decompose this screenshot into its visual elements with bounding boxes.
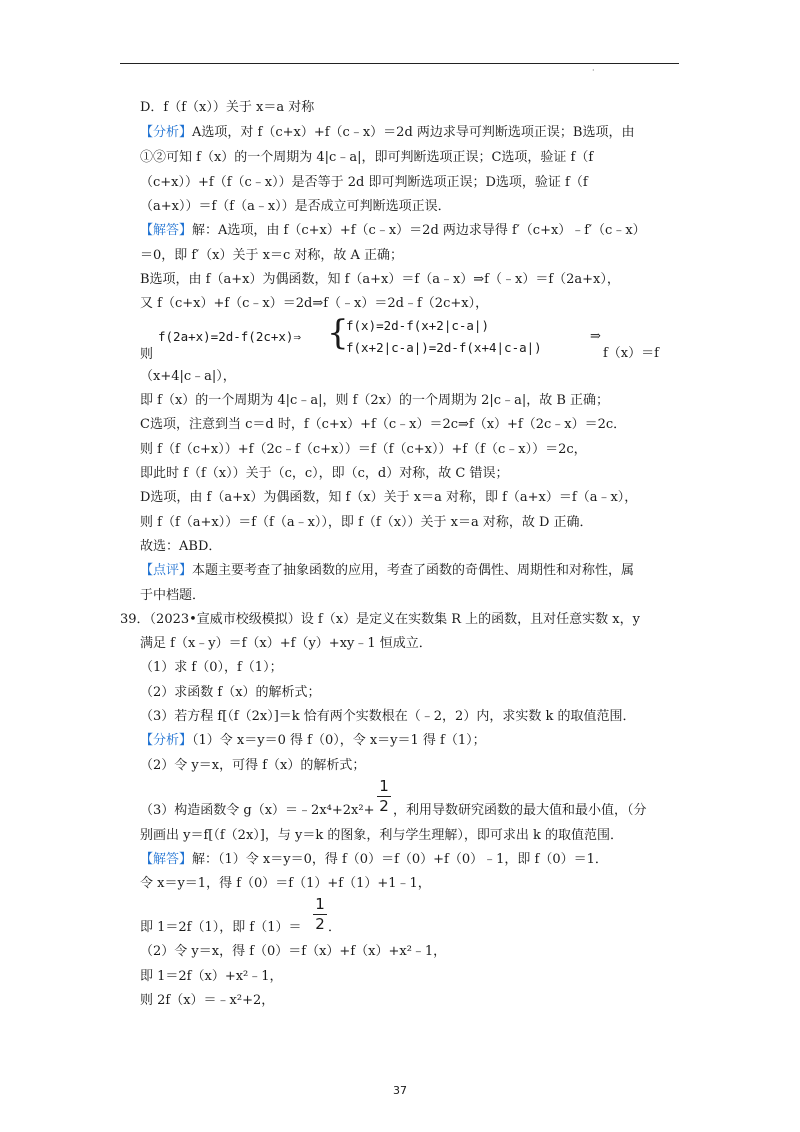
- comment-tag: 【点评】: [140, 563, 193, 578]
- then-label: 则: [140, 347, 154, 362]
- solution-line-5: （x+4|c﹣a|），: [140, 369, 236, 384]
- solution2-line-3b: ．: [328, 920, 342, 935]
- problem-39-line-1: 39．（2023•宣威市校级模拟）设 f（x）是定义在实数集 R 上的函数，且对任意实数 x，y: [120, 612, 640, 627]
- solution2-line-6: 则 2f（x）＝﹣x²+2，: [140, 993, 275, 1008]
- solution-line-7: C选项，注意到当 c＝d 时，f（c+x）+f（c﹣x）＝2c⇒f（x）+f（2c﹣x）＝2c．: [140, 417, 627, 432]
- solution-line-8: 则 f（f（c+x））+f（2c﹣f（c+x））＝f（f（c+x））+f（f（c﹣x））＝2c，: [140, 442, 587, 457]
- header-mark: ·: [592, 66, 595, 75]
- problem-39-part-2: （2）求函数 f（x）的解析式；: [140, 685, 321, 700]
- solution-line-10: D选项，由 f（a+x）为偶函数，知 f（x）关于 x＝a 对称，即 f（a+x）＝f（a﹣x），: [140, 490, 638, 505]
- solution-line-4: 又 f（c+x）+f（c﹣x）＝2d⇒f（﹣x）＝2d﹣f（2c+x），: [140, 296, 489, 311]
- solution2-line-2: 令 x＝y＝1，得 f（0）＝f（1）+f（1）+1﹣1，: [140, 876, 431, 891]
- solution2-line-5: 即 1＝2f（x）+x²﹣1，: [140, 969, 283, 984]
- comment-line-2: 于中档题．: [140, 588, 206, 603]
- analysis2-line-4: 别画出 y＝f[（f（2x）]，与 y＝k 的图象，利与学生理解），即可求出 k 的取值范围．: [140, 828, 623, 843]
- analysis2-line-2: （2）令 y＝x，可得 f（x）的解析式；: [140, 758, 366, 773]
- solution2-tag: 【解答】: [140, 852, 193, 867]
- system-lhs: f(2a+x)=2d-f(2c+x)⇒: [158, 329, 301, 344]
- solution2-line-3a: 即 1＝2f（1），即 f（1）＝: [140, 920, 302, 935]
- analysis2-line-3a: （3）构造函数令 g（x）＝﹣2x⁴+2x²+: [140, 803, 375, 818]
- problem-39-part-3: （3）若方程 f[（f（2x）]＝k 恰有两个实数根在（﹣2，2）内，求实数 k 的取值范围．: [140, 709, 636, 724]
- answer-line: 故选：ABD．: [140, 539, 222, 554]
- system-eq-1: f(x)=2d-f(x+2|c-a|): [346, 318, 489, 333]
- analysis-line-1: 【分析】A选项，对 f（c+x）+f（c﹣x）＝2d 两边求导可判断选项正误；B选项，由: [140, 125, 635, 140]
- solution-line-11: 则 f（f（a+x））＝f（f（a﹣x）），即 f（f（x））关于 x＝a 对称，故 D 正确．: [140, 515, 593, 530]
- analysis2-line-1: 【分析】（1）令 x＝y＝0 得 f（0），令 x＝y＝1 得 f（1）；: [140, 733, 486, 748]
- solution2-line-1: 【解答】解：（1）令 x＝y＝0，得 f（0）＝f（0）+f（0）﹣1，即 f（0）＝1．: [140, 852, 608, 867]
- solution2-line-4: （2）令 y＝x，得 f（0）＝f（x）+f（x）+x²﹣1，: [140, 944, 447, 959]
- analysis2-tag: 【分析】: [140, 733, 193, 748]
- solution-line-2: ＝0，即 f′（x）关于 x＝c 对称，故 A 正确；: [140, 248, 404, 263]
- page-number: 37: [393, 1084, 407, 1097]
- solution-line-1: 【解答】解：A选项，由 f（c+x）+f（c﹣x）＝2d 两边求导得 f′（c+x）﹣f′（c﹣x）: [140, 223, 646, 238]
- analysis-line-4: （a+x））＝f（f（a﹣x））是否成立可判断选项正误．: [140, 199, 451, 214]
- system-brace: {: [327, 313, 349, 353]
- problem-39-line-2: 满足 f（x﹣y）＝f（x）+f（y）+xy﹣1 恒成立．: [140, 636, 432, 651]
- solution-line-3: B选项，由 f（a+x）为偶函数，知 f（a+x）＝f（a﹣x）⇒f（﹣x）＝f（2a+x），: [140, 272, 620, 287]
- system-eq-2: f(x+2|c-a|)=2d-f(x+4|c-a|): [346, 340, 542, 355]
- analysis-line-2: ①②可知 f（x）的一个周期为 4|c﹣a|，即可判断选项正误；C选项，验证 f（f: [140, 150, 594, 165]
- option-d: D．f（f（x））关于 x＝a 对称: [140, 100, 315, 115]
- system-result: f（x）＝f: [603, 346, 659, 361]
- analysis-tag: 【分析】: [140, 125, 193, 140]
- comment-line-1: 【点评】本题主要考查了抽象函数的应用，考查了函数的奇偶性、周期性和对称性，属: [140, 563, 635, 578]
- implies-symbol: ⇒: [590, 329, 601, 344]
- solution-line-6: 即 f（x）的一个周期为 4|c﹣a|，则 f（2x）的一个周期为 2|c﹣a|，故 B 正确；: [140, 393, 610, 408]
- fraction-one-half-1: 1 2: [377, 779, 391, 814]
- analysis-line-3: （c+x））+f（f（c﹣x））是否等于 2d 即可判断选项正误；D选项，验证 f（f: [140, 175, 588, 190]
- analysis2-line-3b: ，利用导数研究函数的最大值和最小值，（分: [393, 803, 647, 818]
- fraction-one-half-2: 1 2: [313, 897, 327, 932]
- solution-tag: 【解答】: [140, 223, 193, 238]
- header-rule: [120, 63, 679, 64]
- solution-line-9: 即此时 f（f（x））关于（c，c），即（c，d）对称，故 C 错误；: [140, 466, 509, 481]
- problem-39-part-1: （1）求 f（0），f（1）；: [140, 660, 283, 675]
